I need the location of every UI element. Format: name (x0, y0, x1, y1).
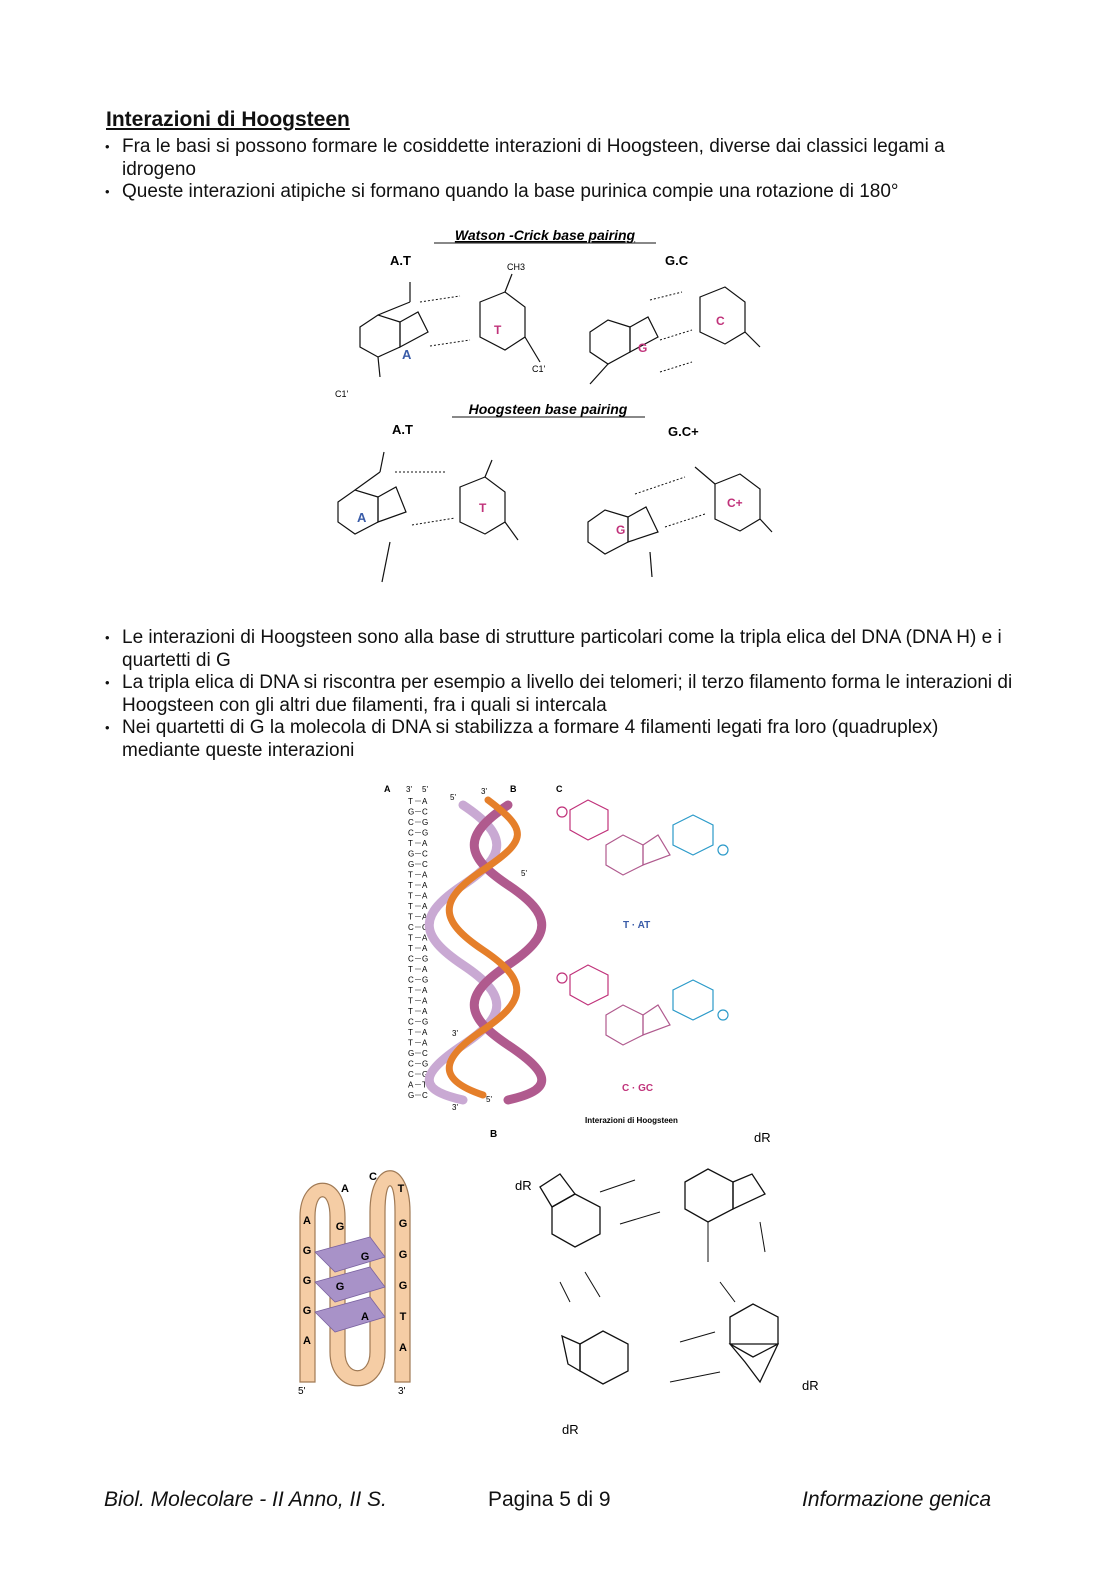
strand-base: T (408, 986, 413, 995)
strand-base: T (408, 933, 413, 943)
bullet-item: • Nei quartetti di G la molecola di DNA si stabilizza a formare 4 filamenti legati fra loro (quadruplex) mediante queste interazioni (104, 717, 1014, 762)
base-c-wc: C (716, 314, 725, 328)
end-label: 5' (486, 1095, 492, 1104)
wc-title: Watson -Crick base pairing (454, 227, 636, 243)
loop-base: A (303, 1335, 311, 1347)
strand-base: G (422, 1017, 429, 1027)
dr-label: dR (562, 1422, 579, 1437)
end-label: 3' (481, 787, 487, 796)
strand-base: G (422, 1059, 429, 1069)
strand-base: A (422, 870, 428, 880)
strand-base: C (422, 849, 428, 859)
label-at-hoog: A.T (392, 422, 413, 437)
loop-base: G (302, 1275, 312, 1287)
strand-base: C (408, 954, 414, 964)
loop-base: A (399, 1342, 407, 1354)
c1-label: C1' (335, 389, 349, 399)
end-3-label: 3' (398, 1386, 406, 1397)
end-label: 5' (450, 793, 456, 802)
strand-base: T (408, 870, 413, 880)
base-g-wc: G (638, 341, 648, 355)
strand-base: G (422, 818, 429, 827)
loop-base: G (360, 1251, 370, 1263)
footer-page-number: Pagina 5 di 9 (488, 1488, 611, 1511)
strand-base: T (408, 891, 413, 901)
loop-base: G (335, 1281, 345, 1293)
strand-base: T (408, 912, 413, 922)
bullet-item: • Le interazioni di Hoogsteen sono alla base di strutture particolari come la tripla elica del DNA (DNA H) e i quartetti di G (104, 627, 1014, 672)
strand-base: T (408, 881, 413, 890)
base-g-hoog: G (616, 523, 626, 537)
panel-c-label: C (556, 784, 563, 794)
loop-base: G (398, 1218, 408, 1230)
strand-base: G (422, 954, 429, 964)
loop-base: G (302, 1245, 312, 1257)
hoogsteen-title: Hoogsteen base pairing (468, 401, 628, 417)
strand-base: A (422, 944, 428, 953)
dr-label: dR (754, 1130, 771, 1145)
strand-base: G (408, 807, 415, 817)
loop-base: G (398, 1280, 408, 1292)
base-a-wc: A (402, 347, 412, 362)
footer-course: Biol. Molecolare - II Anno, II S. (104, 1488, 387, 1511)
strand-base: C (422, 807, 428, 817)
strand-base: T (408, 1007, 413, 1016)
strand-base: T (408, 944, 413, 953)
strand-base: G (422, 828, 429, 838)
c1-label: C1' (532, 364, 546, 374)
dr-label: dR (515, 1178, 532, 1193)
loop-base: T (397, 1183, 405, 1195)
panel-b-label: B (510, 784, 517, 794)
panel-b-label: B (490, 1129, 498, 1140)
base-a-hoog: A (357, 510, 367, 525)
bullet-list-middle (104, 627, 1014, 762)
end-5-label: 5' (298, 1386, 306, 1397)
strand-base: A (422, 881, 428, 890)
strand-base: C (408, 818, 414, 827)
ch3-label: CH3 (507, 262, 526, 272)
loop-base: G (398, 1249, 408, 1261)
end-label: 3' (452, 1103, 458, 1112)
dr-label: dR (802, 1378, 819, 1393)
base-pairing-figure (320, 222, 800, 607)
strand-base: T (408, 965, 413, 974)
strand-base: A (422, 1028, 428, 1037)
strand-base: C (422, 1091, 428, 1100)
end-label: 5' (422, 785, 428, 794)
quartet-title: Interazioni di Hoogsteen (585, 1116, 678, 1125)
label-cgc: C · GC (622, 1083, 654, 1094)
strand-base: A (422, 912, 428, 922)
strand-base: A (422, 1038, 428, 1048)
g-quartet-figure (290, 1112, 830, 1442)
footer-topic: Informazione genica (802, 1488, 992, 1511)
strand-base: T (422, 1080, 427, 1090)
bullet-list-top (104, 136, 1014, 204)
loop-base: A (341, 1183, 349, 1195)
strand-base: A (422, 1007, 428, 1016)
loop-base: C (369, 1171, 377, 1183)
end-label: 3' (406, 785, 412, 794)
end-label: 3' (452, 1029, 458, 1038)
strand-base: C (408, 975, 414, 985)
strand-base: G (408, 1049, 415, 1058)
strand-base: T (408, 996, 413, 1006)
panel-a-label: A (384, 784, 391, 794)
strand-base: A (422, 996, 428, 1006)
loop-base: G (335, 1221, 345, 1233)
strand-base: G (422, 975, 429, 985)
strand-base: A (422, 902, 428, 911)
strand-base: A (408, 1080, 414, 1090)
strand-base: G (422, 1070, 429, 1079)
base-t-hoog: T (479, 501, 487, 515)
strand-base: G (408, 1091, 415, 1100)
loop-base: A (361, 1311, 369, 1323)
strand-base: A (422, 839, 428, 848)
loop-base: A (303, 1215, 311, 1227)
strand-base: G (422, 923, 429, 932)
bullet-item: • La tripla elica di DNA si riscontra per esempio a livello dei telomeri; il terzo filamento forma le interazioni di Hoogsteen con gli altri due filamenti, fra i quali si intercala (104, 672, 1014, 717)
base-cplus-hoog: C+ (727, 496, 743, 510)
strand-base: T (408, 839, 413, 848)
sequence-strands (408, 797, 428, 1100)
strand-base: T (408, 797, 413, 806)
strand-base: C (408, 923, 414, 932)
strand-base: T (408, 902, 413, 911)
strand-base: C (408, 828, 414, 838)
strand-base: A (422, 965, 428, 974)
strand-base: C (422, 860, 428, 869)
loop-base: T (399, 1311, 407, 1323)
strand-base: T (408, 1038, 413, 1048)
bullet-item: • Queste interazioni atipiche si formano quando la base purinica compie una rotazione di 180° (104, 181, 1014, 204)
bullet-item: • Fra le basi si possono formare le cosiddette interazioni di Hoogsteen, diverse dai classici legami a idrogeno (104, 136, 1014, 181)
triple-helix-figure (378, 780, 738, 1130)
base-t-wc: T (494, 323, 502, 337)
strand-base: C (422, 1049, 428, 1058)
strand-base: G (408, 860, 415, 869)
section-title: Interazioni di Hoogsteen (106, 108, 350, 131)
label-at-wc: A.T (390, 253, 411, 268)
strand-base: T (408, 1028, 413, 1037)
strand-base: A (422, 933, 428, 943)
strand-base: G (408, 849, 415, 859)
strand-base: C (408, 1017, 414, 1027)
strand-base: C (408, 1070, 414, 1079)
strand-base: A (422, 891, 428, 901)
strand-base: A (422, 986, 428, 995)
strand-base: C (408, 1059, 414, 1069)
label-gcplus-hoog: G.C+ (668, 424, 699, 439)
label-tat: T · AT (623, 920, 651, 931)
strand-base: A (422, 797, 428, 806)
loop-base: G (302, 1305, 312, 1317)
label-gc-wc: G.C (665, 253, 689, 268)
end-label: 5' (521, 869, 527, 878)
